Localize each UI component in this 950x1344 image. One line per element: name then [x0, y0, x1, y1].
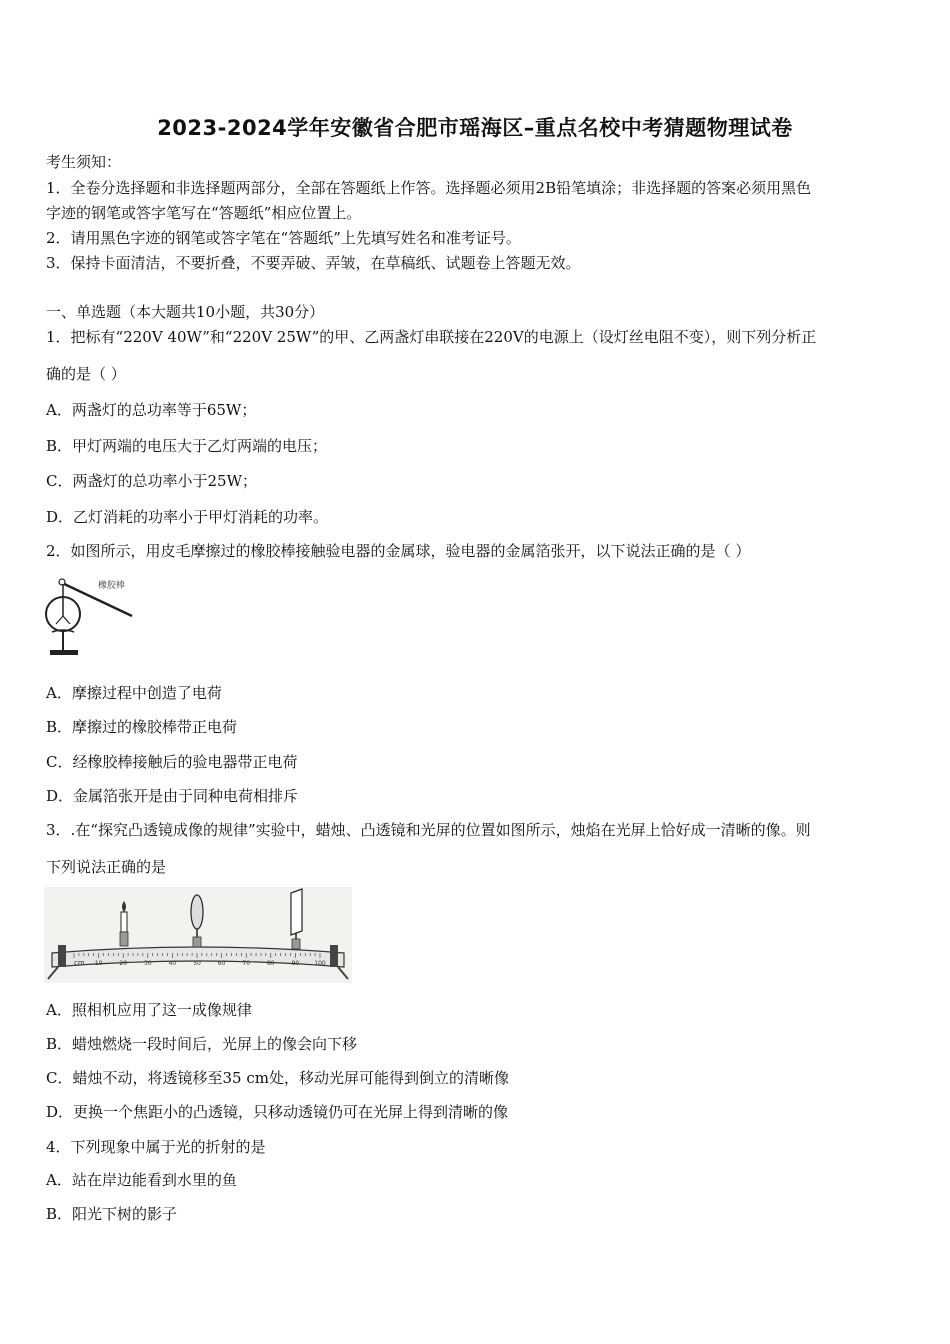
- page-title: 2023-2024学年安徽省合肥市瑶海区–重点名校中考猜题物理试卷: [157, 116, 793, 140]
- metal-foil: [56, 616, 63, 624]
- q2-option-a: A．摩擦过程中创造了电荷: [46, 684, 222, 702]
- screen-holder: [292, 939, 300, 949]
- q3-option-d: D．更换一个焦距小的凸透镜，只移动透镜仍可在光屏上得到清晰的像: [46, 1103, 509, 1121]
- candle-holder: [120, 932, 128, 946]
- ruler-tick-label: 10: [94, 960, 103, 967]
- q2-option-b: B．摩擦过的橡胶棒带正电荷: [46, 718, 238, 736]
- q1-option-a: A．两盏灯的总功率等于65W；: [46, 401, 257, 419]
- optical-bench-figure: [44, 887, 352, 983]
- ruler-tick-label: 90: [291, 960, 300, 967]
- q1-stem: 1．把标有“220V 40W”和“220V 25W”的甲、乙两盏灯串联接在220V的电源上（设灯丝电阻不变），则下列分析正: [46, 328, 817, 346]
- q2-option-d: D．金属箔张开是由于同种电荷相排斥: [46, 787, 299, 805]
- ruler-tick-label: 30: [143, 960, 152, 967]
- notice-item: 1．全卷分选择题和非选择题两部分，全部在答题纸上作答。选择题必须用2B铅笔填涂；非选择题的答案必须用黑色: [46, 179, 812, 197]
- q3-option-c: C．蜡烛不动，将透镜移至35 cm处，移动光屏可能得到倒立的清晰像: [46, 1069, 509, 1087]
- q1-stem-cont: 确的是（ ）: [46, 365, 126, 383]
- light-screen: [291, 889, 302, 935]
- q4-option-b: B．阳光下树的影子: [46, 1205, 178, 1223]
- electroscope-figure: [44, 572, 144, 662]
- convex-lens: [191, 895, 203, 929]
- metal-foil: [63, 616, 70, 624]
- notice-item: 3．保持卡面清洁，不要折叠，不要弄破、弄皱，在草稿纸、试题卷上答题无效。: [46, 254, 581, 272]
- q2-option-c: C．经橡胶棒接触后的验电器带正电荷: [46, 753, 298, 771]
- notice-heading: 考生须知：: [46, 153, 122, 171]
- q3-option-a: A．照相机应用了这一成像规律: [46, 1001, 252, 1019]
- q4-option-a: A．站在岸边能看到水里的鱼: [46, 1171, 237, 1189]
- metal-ball: [59, 579, 65, 585]
- ruler-tick-label: 60: [217, 960, 226, 967]
- ruler-unit: cm: [74, 959, 85, 967]
- ruler-tick-label: 100: [314, 960, 326, 967]
- notice-item: 2．请用黑色字迹的钢笔或答字笔在“答题纸”上先填写姓名和准考证号。: [46, 229, 521, 247]
- ruler-tick-label: 80: [266, 960, 275, 967]
- section-heading: 一、单选题（本大题共10小题，共30分）: [46, 303, 325, 321]
- q2-stem: 2．如图所示，用皮毛摩擦过的橡胶棒接触验电器的金属球，验电器的金属箔张开，以下说法正确的是（ ）: [46, 542, 751, 560]
- lens-holder: [193, 937, 201, 947]
- ruler-tick-label: 50: [193, 960, 201, 967]
- stand-base: [50, 650, 78, 655]
- q4-stem: 4．下列现象中属于光的折射的是: [46, 1138, 266, 1156]
- q1-option-b: B．甲灯两端的电压大于乙灯两端的电压；: [46, 437, 328, 455]
- q3-stem-cont: 下列说法正确的是: [46, 858, 167, 876]
- q1-option-c: C．两盏灯的总功率小于25W；: [46, 472, 257, 490]
- q1-option-d: D．乙灯消耗的功率小于甲灯消耗的功率。: [46, 508, 329, 526]
- ruler-tick-label: 20: [119, 960, 128, 967]
- q3-stem: 3．.在“探究凸透镜成像的规律”实验中，蜡烛、凸透镜和光屏的位置如图所示，烛焰在光屏上恰好成一清晰的像。则: [46, 821, 811, 839]
- candle: [121, 912, 127, 932]
- ruler-tick-label: 40: [168, 960, 177, 967]
- ruler-tick-label: 70: [242, 960, 251, 967]
- q3-option-b: B．蜡烛燃烧一段时间后，光屏上的像会向下移: [46, 1035, 358, 1053]
- rubber-rod-label: 橡胶棒: [98, 581, 126, 591]
- notice-item: 字迹的钢笔或答字笔写在“答题纸”相应位置上。: [46, 204, 362, 222]
